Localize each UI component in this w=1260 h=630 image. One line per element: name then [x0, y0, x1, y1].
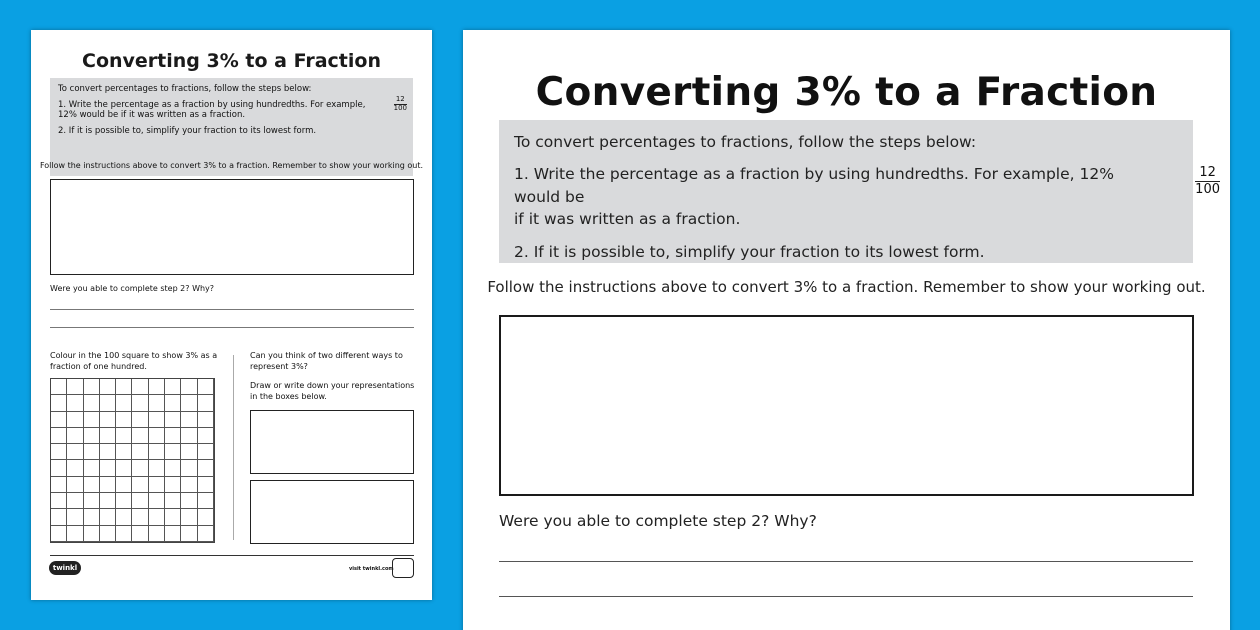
- hundred-square-cell[interactable]: [165, 526, 181, 542]
- hundred-square-cell[interactable]: [149, 395, 165, 411]
- hundred-square-cell[interactable]: [51, 444, 67, 460]
- hundred-square-cell[interactable]: [149, 477, 165, 493]
- working-out-box[interactable]: [499, 315, 1194, 496]
- hundred-square-cell[interactable]: [165, 493, 181, 509]
- thumbnail-answer-line: [50, 309, 414, 310]
- thumbnail-draw-text: Draw or write down your representations in the boxes below.: [250, 381, 415, 402]
- hundred-square-cell[interactable]: [51, 428, 67, 444]
- hundred-square-cell[interactable]: [100, 460, 116, 476]
- hundred-square-cell[interactable]: [84, 460, 100, 476]
- answer-line[interactable]: [499, 561, 1193, 562]
- hundred-square-cell[interactable]: [132, 428, 148, 444]
- hundred-square-cell[interactable]: [116, 428, 132, 444]
- hundred-square-cell[interactable]: [149, 493, 165, 509]
- hundred-square-cell[interactable]: [198, 428, 214, 444]
- thumbnail-representation-box: [250, 410, 414, 474]
- hundred-square-cell[interactable]: [84, 493, 100, 509]
- hundred-square-cell[interactable]: [181, 460, 197, 476]
- hundred-square-cell[interactable]: [100, 444, 116, 460]
- hundred-square-cell[interactable]: [132, 460, 148, 476]
- hundred-square-cell[interactable]: [132, 493, 148, 509]
- hundred-square-cell[interactable]: [132, 477, 148, 493]
- thumbnail-working-box: [50, 179, 414, 275]
- hundred-square-cell[interactable]: [116, 477, 132, 493]
- hundred-square-cell[interactable]: [100, 412, 116, 428]
- hundred-square-cell[interactable]: [165, 379, 181, 395]
- fraction-denominator: 100: [1195, 182, 1220, 198]
- thumbnail-answer-line: [50, 327, 414, 328]
- worksheet-main: [463, 30, 1230, 630]
- step2-question: Were you able to complete step 2? Why?: [499, 512, 817, 530]
- hundred-square-cell[interactable]: [165, 477, 181, 493]
- badge-icon: [392, 558, 414, 578]
- hundred-square-cell[interactable]: [132, 379, 148, 395]
- hundred-square-cell[interactable]: [165, 509, 181, 525]
- hundred-square-cell[interactable]: [51, 460, 67, 476]
- follow-instructions-text: Follow the instructions above to convert 3% to a fraction. Remember to show your working out.: [487, 278, 1206, 296]
- hundred-square-cell[interactable]: [116, 460, 132, 476]
- hundred-square-cell[interactable]: [181, 428, 197, 444]
- hundred-square-cell[interactable]: [132, 509, 148, 525]
- hundred-square-cell[interactable]: [100, 395, 116, 411]
- thumbnail-colour-text: Colour in the 100 square to show 3% as a fraction of one hundred.: [50, 351, 218, 372]
- hundred-square-cell[interactable]: [116, 493, 132, 509]
- hundred-square-cell[interactable]: [198, 526, 214, 542]
- hundred-square-cell[interactable]: [181, 509, 197, 525]
- hundred-square-cell[interactable]: [165, 412, 181, 428]
- hundred-square-cell[interactable]: [67, 444, 83, 460]
- hundred-square-cell[interactable]: [149, 460, 165, 476]
- hundred-square-cell[interactable]: [67, 379, 83, 395]
- answer-line[interactable]: [499, 596, 1193, 597]
- hundred-square-cell[interactable]: [149, 509, 165, 525]
- hundred-square-cell[interactable]: [84, 526, 100, 542]
- thumbnail-step2: 2. If it is possible to, simplify your fraction to its lowest form.: [58, 125, 317, 136]
- hundred-square-cell[interactable]: [84, 379, 100, 395]
- hundred-square-cell[interactable]: [149, 526, 165, 542]
- hundred-square-cell[interactable]: [84, 509, 100, 525]
- hundred-square-cell[interactable]: [165, 444, 181, 460]
- hundred-square-cell[interactable]: [67, 395, 83, 411]
- hundred-square-grid: [50, 378, 215, 543]
- hundred-square-cell[interactable]: [181, 412, 197, 428]
- hundred-square-cell[interactable]: [67, 477, 83, 493]
- hundred-square-cell[interactable]: [51, 493, 67, 509]
- hundred-square-cell[interactable]: [67, 460, 83, 476]
- hundred-square-cell[interactable]: [51, 379, 67, 395]
- hundred-square-cell[interactable]: [165, 395, 181, 411]
- hundred-square-cell[interactable]: [198, 412, 214, 428]
- hundred-square-cell[interactable]: [198, 395, 214, 411]
- worksheet-thumbnail: [31, 30, 432, 600]
- instructions-step2: 2. If it is possible to, simplify your fraction to its lowest form.: [514, 242, 985, 261]
- hundred-square-cell[interactable]: [181, 493, 197, 509]
- instructions-box: [499, 120, 1193, 263]
- thumbnail-title: Converting 3% to a Fraction: [82, 50, 381, 72]
- visit-text: visit twinkl.com: [349, 566, 394, 572]
- hundred-square-cell[interactable]: [149, 428, 165, 444]
- hundred-square-cell[interactable]: [67, 526, 83, 542]
- hundred-square-cell[interactable]: [116, 395, 132, 411]
- instructions-step1: 1. Write the percentage as a fraction by using hundredths. For example, 12% would be if it was written as a fraction.: [514, 165, 1114, 229]
- hundred-square-cell[interactable]: [181, 526, 197, 542]
- hundred-square-cell[interactable]: [51, 477, 67, 493]
- hundred-square-cell[interactable]: [100, 379, 116, 395]
- hundred-square-cell[interactable]: [198, 460, 214, 476]
- hundred-square-cell[interactable]: [84, 395, 100, 411]
- hundred-square-cell[interactable]: [100, 526, 116, 542]
- hundred-square-cell[interactable]: [51, 395, 67, 411]
- hundred-square-cell[interactable]: [149, 412, 165, 428]
- thumbnail-step1: 1. Write the percentage as a fraction by using hundredths. For example, 12% would be if it was written as a fraction.: [58, 99, 366, 121]
- hundred-square-cell[interactable]: [165, 460, 181, 476]
- hundred-square-cell[interactable]: [67, 493, 83, 509]
- hundred-square-cell[interactable]: [67, 412, 83, 428]
- hundred-square-cell[interactable]: [116, 444, 132, 460]
- hundred-square-cell[interactable]: [84, 428, 100, 444]
- hundred-square-cell[interactable]: [67, 509, 83, 525]
- thumbnail-fraction: $\frac{12}{100}$: [393, 95, 407, 112]
- hundred-square-cell[interactable]: [116, 509, 132, 525]
- hundred-square-cell[interactable]: [165, 428, 181, 444]
- hundred-square-cell[interactable]: [132, 444, 148, 460]
- thumbnail-footer-line: [50, 555, 414, 556]
- hundred-square-cell[interactable]: [132, 395, 148, 411]
- hundred-square-cell[interactable]: [132, 526, 148, 542]
- hundred-square-cell[interactable]: [181, 395, 197, 411]
- example-fraction: [1195, 165, 1220, 199]
- hundred-square-cell[interactable]: [132, 412, 148, 428]
- page-title: Converting 3% to a Fraction: [535, 70, 1158, 115]
- hundred-square-cell[interactable]: [198, 477, 214, 493]
- hundred-square-cell[interactable]: [51, 526, 67, 542]
- hundred-square-cell[interactable]: [84, 444, 100, 460]
- hundred-square-cell[interactable]: [181, 444, 197, 460]
- hundred-square-cell[interactable]: [198, 493, 214, 509]
- hundred-square-cell[interactable]: [181, 379, 197, 395]
- hundred-square-cell[interactable]: [100, 477, 116, 493]
- thumbnail-follow-text: Follow the instructions above to convert 3% to a fraction. Remember to show your working out.: [39, 161, 424, 170]
- thumbnail-representation-box: [250, 480, 414, 544]
- thumbnail-think-text: Can you think of two different ways to represent 3%?: [250, 351, 403, 372]
- hundred-square-cell[interactable]: [84, 412, 100, 428]
- thumbnail-question: Were you able to complete step 2? Why?: [50, 284, 215, 293]
- thumbnail-intro: To convert percentages to fractions, follow the steps below:: [58, 84, 312, 94]
- hundred-square-cell[interactable]: [149, 379, 165, 395]
- hundred-square-cell[interactable]: [198, 379, 214, 395]
- hundred-square-cell[interactable]: [100, 493, 116, 509]
- fraction-numerator: 12: [1195, 165, 1220, 182]
- hundred-square-cell[interactable]: [116, 379, 132, 395]
- hundred-square-cell[interactable]: [51, 412, 67, 428]
- hundred-square-cell[interactable]: [51, 509, 67, 525]
- hundred-square-cell[interactable]: [149, 444, 165, 460]
- hundred-square-cell[interactable]: [181, 477, 197, 493]
- twinkl-logo: twinkl: [49, 561, 81, 575]
- hundred-square-cell[interactable]: [198, 444, 214, 460]
- hundred-square-cell[interactable]: [67, 428, 83, 444]
- instructions-intro: To convert percentages to fractions, follow the steps below:: [514, 133, 977, 151]
- hundred-square-cell[interactable]: [116, 412, 132, 428]
- thumbnail-column-divider: [233, 355, 234, 540]
- hundred-square-cell[interactable]: [116, 526, 132, 542]
- hundred-square-cell[interactable]: [84, 477, 100, 493]
- hundred-square-cell[interactable]: [100, 509, 116, 525]
- hundred-square-cell[interactable]: [100, 428, 116, 444]
- hundred-square-cell[interactable]: [198, 509, 214, 525]
